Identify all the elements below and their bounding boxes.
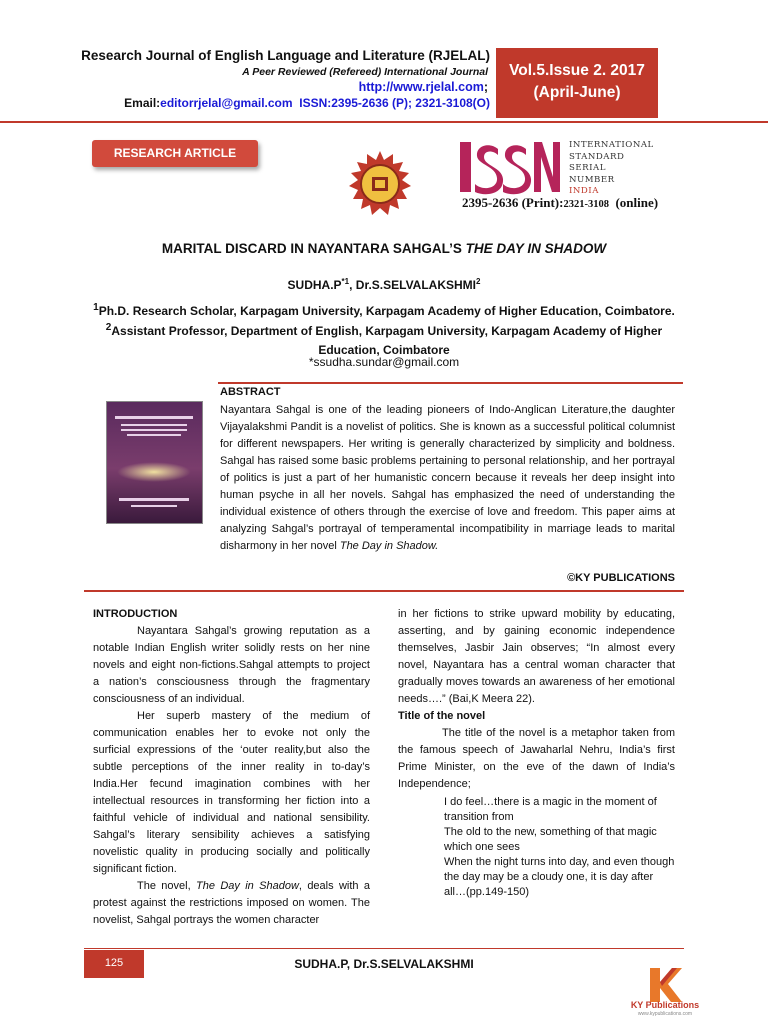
- issn-word: SERIAL: [569, 163, 606, 173]
- research-article-badge: RESEARCH ARTICLE: [92, 140, 258, 167]
- issn-logo-icon: [460, 139, 560, 195]
- p3-start: The novel,: [137, 880, 197, 892]
- corresponding-email[interactable]: *ssudha.sundar@gmail.com: [308, 355, 460, 369]
- journal-seal-icon: [346, 150, 414, 218]
- ky-publications-text: KY Publications: [630, 1000, 700, 1010]
- journal-url-link[interactable]: http://www.rjelal.com: [358, 80, 484, 94]
- quote-line: The old to the new, something of that magic which one sees: [444, 826, 657, 853]
- paragraph: [93, 878, 370, 929]
- affiliation-2: [0, 318, 768, 360]
- period-label: (April-June): [533, 84, 621, 101]
- aff1-sup: 1: [93, 302, 99, 313]
- p3-novel-title: The Day in Shadow: [196, 880, 299, 892]
- issn-print: 2395-2636 (Print):: [462, 195, 564, 210]
- issn-word: STANDARD: [569, 151, 625, 162]
- body-right-column: [398, 606, 675, 900]
- author-line: [0, 277, 768, 292]
- volume-label: Vol.5.Issue 2. 2017: [509, 62, 645, 79]
- issn-word: INTERNATIONAL: [569, 140, 654, 150]
- aff2-sup: 2: [105, 322, 112, 333]
- ky-publications-logo-icon: [644, 966, 684, 1004]
- abstract-heading: ABSTRACT: [220, 386, 281, 398]
- journal-url-line: [80, 80, 488, 94]
- email-label: Email:: [124, 96, 161, 110]
- issn-online-number: 2321-3108: [563, 199, 609, 210]
- issn-word: NUMBER: [569, 174, 615, 185]
- paragraph: Her superb mastery of the medium of communication enables her to evoke not only the surficial expressions of the ‘outer reality,but also the subtle perceptions of the inner reality in to-day’s India.Her fecund imagination combines with her intellectual resources in transforming her fiction into a faithful vehicle of individual and national sensibility. Sahgal’s literary sensibility achieves a satisfying novelistic quality in producing socially and politically significant fiction.: [93, 710, 370, 875]
- abstract-text: [220, 402, 675, 555]
- body-left-column: [93, 606, 370, 929]
- paragraph: in her fictions to strike upward mobility by educating, asserting, and by gaining economic independence themselves, Jasbir Jain observes; “In almost every novel, Nayantara has a central woman character that gradually moves towards an awareness of her emotional needs….” (Bai,K Meera 22).: [398, 608, 675, 705]
- abstract-top-divider: [218, 382, 683, 384]
- journal-subtitle: A Peer Reviewed (Refereed) International Journal: [242, 66, 488, 78]
- abstract-bottom-divider: [84, 590, 684, 592]
- issn-numbers: [462, 194, 658, 212]
- issn-online-label: (online): [615, 195, 659, 210]
- paragraph: Nayantara Sahgal’s growing reputation as a notable Indian English writer solidly rests on her nine novels and eight non-fictions.Sahgal attempts to project a nation’s consciousness through the fragmentary consciousness of an individual.: [93, 625, 370, 705]
- paper-title: [0, 241, 768, 256]
- journal-title: Research Journal of English Language and Literature (RJELAL): [81, 48, 490, 63]
- header-divider: [0, 121, 768, 123]
- aff1-text: Ph.D. Research Scholar, Karpagam University, Karpagam Academy of Higher Education, Coimbatore.: [98, 304, 675, 318]
- abstract-novel-title: The Day in Shadow.: [339, 540, 439, 552]
- section-heading: INTRODUCTION: [93, 608, 178, 620]
- journal-email-line: [40, 96, 490, 110]
- journal-issn: ISSN:2395-2636 (P); 2321-3108(O): [299, 96, 490, 110]
- p3-end: , deals with a protest against the restrictions imposed on women. The novelist, Sahgal portrays the women character: [93, 880, 370, 926]
- ky-publications-url[interactable]: www.kypublications.com: [637, 1011, 693, 1017]
- author-1-sup: *1: [341, 277, 350, 286]
- block-quote: [444, 795, 675, 900]
- footer-author: SUDHA.P, Dr.S.SELVALAKSHMI: [294, 957, 474, 971]
- journal-email-link[interactable]: editorrjelal@gmail.com: [160, 96, 293, 110]
- footer-divider: [84, 948, 684, 949]
- author-1: SUDHA.P: [287, 278, 342, 292]
- quote-line: When the night turns into day, and even though the day may be a cloudy one, it is day after all…(pp.149-150): [444, 856, 675, 898]
- section-heading: Title of the novel: [398, 710, 486, 722]
- abstract-body: Nayantara Sahgal is one of the leading pioneers of Indo-Anglican Literature,the daughter Vijayalakshmi Pandit is a novelist of politics. She is known as a successful political columnist for different newspapers. Her writing is generally characterized by simplicity and boldness. Sahgal has raised some basic problems pertaining to personal relationship, and her portrayal of politics is just a part of her humanistic concern because it reveals her deep insight into human psyche in all her novels. Sahgal has emphasized the need of understanding the individual existence of others through the exercise of love and freedom. This paper aims at analyzing Sahgal’s portrayal of temperamental incompatibility in marriage leads to marital disharmony in her novel: [220, 404, 675, 552]
- aff2-text: Assistant Professor, Department of English, Karpagam University, Karpagam Academy of Higher Education, Coimbatore: [111, 324, 663, 357]
- journal-cover-image: [106, 401, 203, 524]
- quote-line: I do feel…there is a magic in the moment of transition from: [444, 796, 657, 823]
- page-number: 125: [84, 950, 144, 978]
- author-2: , Dr.S.SELVALAKSHMI: [349, 278, 477, 292]
- issn-words: [569, 140, 654, 198]
- url-suffix: ;: [483, 80, 488, 94]
- volume-box: [496, 48, 658, 118]
- title-prefix: MARITAL DISCARD IN NAYANTARA SAHGAL’S: [161, 241, 466, 256]
- abstract-publisher: ©KY PUBLICATIONS: [567, 572, 675, 584]
- title-italic: THE DAY IN SHADOW: [465, 241, 607, 256]
- author-2-sup: 2: [476, 277, 481, 286]
- issn-word-india: INDIA: [569, 186, 599, 196]
- paragraph: The title of the novel is a metaphor taken from the famous speech of Jawaharlal Nehru, India’s first Prime Minister, on the eve of the dawn of India’s Independence;: [398, 727, 675, 790]
